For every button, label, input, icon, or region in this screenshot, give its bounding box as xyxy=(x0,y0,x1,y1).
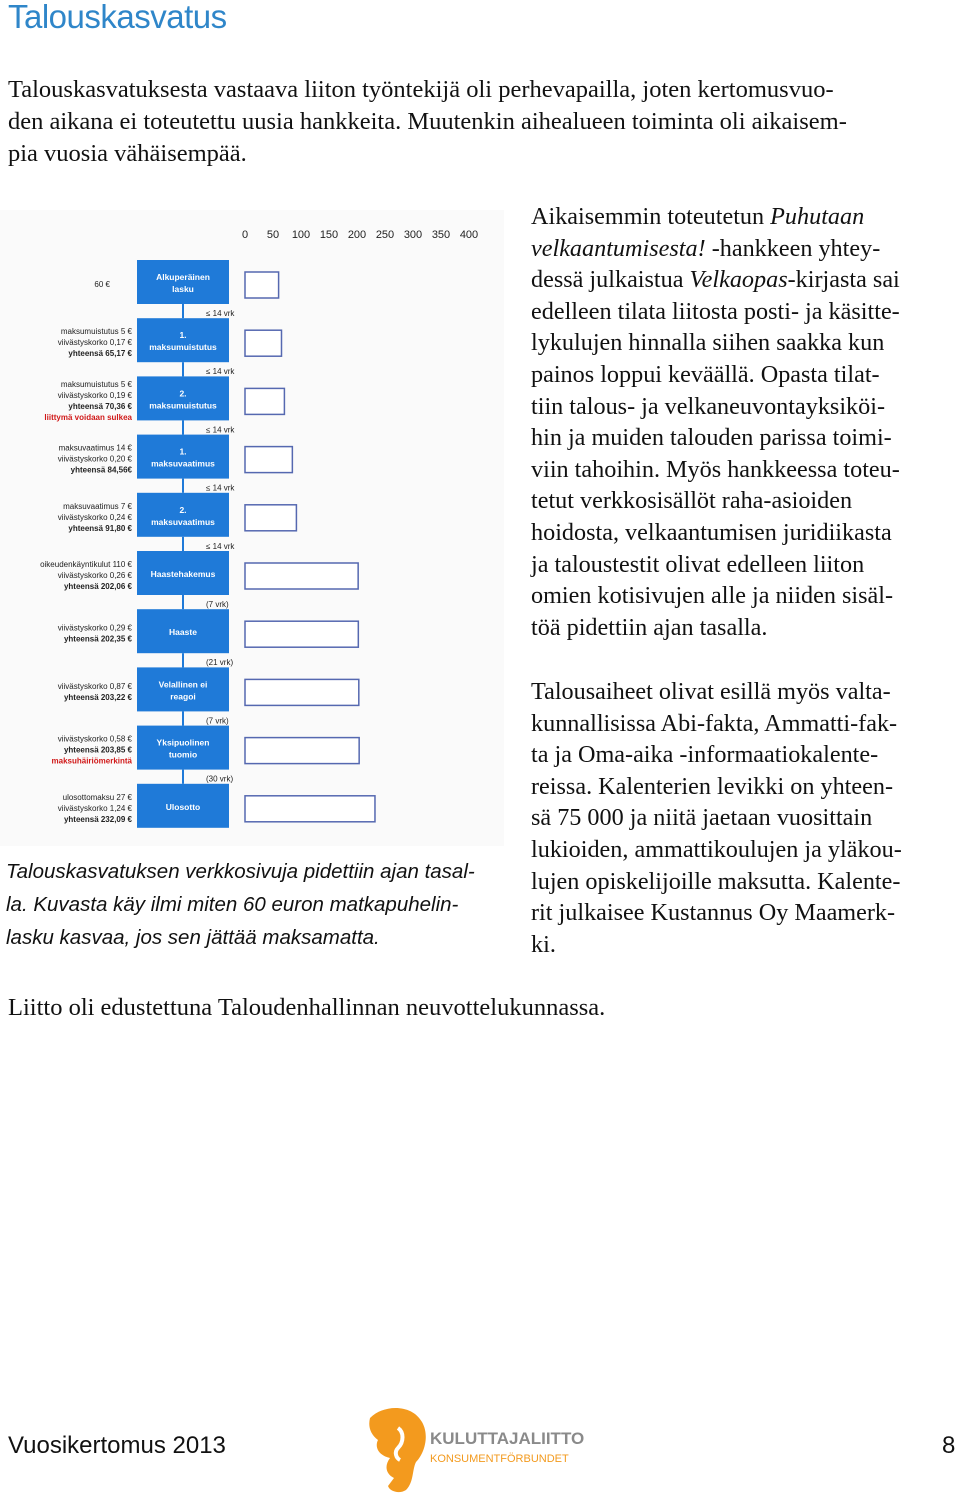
caption-line: lasku kasvaa, jos sen jättää maksamatta. xyxy=(6,926,380,949)
axis-tick-label: 100 xyxy=(291,229,311,241)
paragraph-line: rit julkaisee Kustannus Oy Maamerk- xyxy=(531,899,896,927)
cost-bar xyxy=(245,679,359,705)
interval-label: ≤ 14 vrk xyxy=(206,425,235,435)
axis-tick-label: 0 xyxy=(241,229,249,241)
cost-bar xyxy=(245,272,279,298)
debt-growth-chart xyxy=(0,210,504,846)
cost-bar xyxy=(245,330,281,356)
step-box-label: 1. xyxy=(179,330,187,341)
paragraph-line xyxy=(531,549,956,581)
paragraph-line: lujen opiskelijoille maksutta. Kalente- xyxy=(531,867,901,895)
step-cost-note: viivästyskorko 0,17 € xyxy=(57,338,132,348)
paragraph-line: kunnallisissa Abi-fakta, Ammatti-fak- xyxy=(531,709,898,737)
axis-tick-label: 350 xyxy=(431,229,451,241)
intro-line: Talouskasvatuksesta vastaava liiton työntekijä oli perhevapailla, joten kertomusvuo- xyxy=(8,76,834,103)
kuluttajaliitto-logo xyxy=(364,1400,585,1496)
step-box-label: Haaste xyxy=(169,627,197,638)
step-cost-note: viivästyskorko 0,20 € xyxy=(57,454,132,464)
page-title: Talouskasvatus xyxy=(8,0,227,35)
step-cost-note: yhteensä 202,35 € xyxy=(63,634,132,644)
closing-sentence: Liitto oli edustettuna Taloudenhallinnan neuvottelukunnassa. xyxy=(8,994,606,1021)
text-run: tetut verkkosisällöt raha-asioiden xyxy=(531,487,853,515)
step-box-label: 1. xyxy=(179,446,187,457)
paragraph-line xyxy=(531,391,956,423)
text-run: lykulujen hinnalla siihen saakka kun xyxy=(531,329,885,357)
text-run: dessä julkaistua xyxy=(531,266,690,294)
step-cost-note: viivästyskorko 0,19 € xyxy=(57,390,132,400)
axis-tick-label: 50 xyxy=(266,229,280,241)
step-box-label: maksumuistutus xyxy=(149,400,217,411)
paragraph-line: lukioiden, ammattikoulujen ja yläkou- xyxy=(531,835,902,863)
cost-bar xyxy=(245,796,375,822)
step-cost-note: viivästyskorko 0,29 € xyxy=(57,623,132,633)
step-cost-note: maksumuistutus 5 € xyxy=(60,379,132,389)
interval-label: (7 vrk) xyxy=(206,716,229,726)
figure-caption xyxy=(6,855,501,954)
step-cost-note: maksuvaatimus 14 € xyxy=(58,443,132,453)
italic-title: velkaantumisesta! xyxy=(531,234,706,262)
logo-brand-name: KULUTTAJALIITTO xyxy=(430,1429,585,1448)
paragraph-line xyxy=(531,327,956,359)
logo-graphic xyxy=(364,1400,585,1496)
step-box-label: 2. xyxy=(179,504,187,515)
step-box-label: 2. xyxy=(179,388,187,399)
axis-tick-label: 150 xyxy=(319,229,339,241)
step-box-label: maksuvaatimus xyxy=(151,458,215,469)
step-box-label: reagoi xyxy=(170,691,196,702)
step-cost-note: maksumuistutus 5 € xyxy=(60,327,132,337)
paragraph-line xyxy=(531,454,956,486)
paragraph-line xyxy=(531,517,956,549)
paragraph-line: reissa. Kalenterien levikki on yhteen- xyxy=(531,772,894,800)
step-cost-note: viivästyskorko 1,24 € xyxy=(57,803,132,813)
step-cost-note: viivästyskorko 0,26 € xyxy=(57,571,132,580)
calendar-paragraph xyxy=(531,676,956,960)
axis-tick-label: 400 xyxy=(459,229,479,241)
text-run: viin tahoihin. Myös hankkeessa toteu- xyxy=(531,455,900,483)
step-box-label: Alkuperäinen xyxy=(156,272,210,282)
paragraph-line: Talousaiheet olivat esillä myös valta- xyxy=(531,678,891,705)
cost-bar xyxy=(245,738,359,764)
step-cost-note: yhteensä 203,85 € xyxy=(63,745,132,755)
step-cost-note: viivästyskorko 0,87 € xyxy=(57,681,132,691)
text-run: -hankkeen yhtey- xyxy=(705,234,881,262)
step-cost-note: viivästyskorko 0,24 € xyxy=(57,512,132,522)
caption-line: la. Kuvasta käy ilmi miten 60 euron matkapuhelin- xyxy=(6,893,459,916)
step-cost-note: yhteensä 202,06 € xyxy=(63,582,132,591)
step-box-label: Yksipuolinen xyxy=(156,737,210,748)
interval-label: (21 vrk) xyxy=(206,658,234,668)
step-cost-note: oikeudenkäyntikulut 110 € xyxy=(40,560,132,569)
footer-report-title: Vuosikertomus 2013 xyxy=(8,1432,226,1459)
page-number: 8 xyxy=(942,1432,956,1459)
paragraph-line: ki. xyxy=(531,930,556,958)
step-box-label: Haastehakemus xyxy=(150,569,216,579)
paragraph-line xyxy=(531,580,956,612)
paragraph-line xyxy=(531,233,956,265)
axis-tick-label: 200 xyxy=(347,229,367,241)
step-cost-note: yhteensä 91,80 € xyxy=(68,523,132,533)
step-box-label: tuomio xyxy=(168,749,198,760)
text-run: töä pidettiin ajan tasalla. xyxy=(531,613,768,641)
text-run: painos loppui keväällä. Opasta tilat- xyxy=(531,360,880,388)
cost-bar xyxy=(245,563,358,589)
step-box-label: Ulosotto xyxy=(165,801,201,812)
cost-bar xyxy=(245,505,296,531)
velkaopas-paragraph xyxy=(531,201,956,643)
italic-title: Velkaopas xyxy=(689,266,788,294)
cost-bar xyxy=(245,621,358,647)
text-run: ja taloustestit olivat edelleen liiton xyxy=(531,550,865,578)
step-box xyxy=(137,260,229,304)
interval-label: (7 vrk) xyxy=(206,600,229,609)
step-cost-note: yhteensä 203,22 € xyxy=(63,692,132,702)
text-run: hin ja muiden talouden parissa toimi- xyxy=(531,424,892,452)
paragraph-line: sä 75 000 ja niitä jaetaan vuosittain xyxy=(531,804,873,832)
interval-label: ≤ 14 vrk xyxy=(206,367,235,377)
step-cost-note: maksuvaatimus 7 € xyxy=(63,501,132,511)
axis-tick-label: 250 xyxy=(375,229,395,241)
axis-tick-label: 300 xyxy=(403,229,423,241)
interval-label: (30 vrk) xyxy=(206,774,234,784)
text-run: hoidosta, velkaantumisen juridiikasta xyxy=(531,518,892,546)
text-run: Aikaisemmin toteutetun xyxy=(531,203,771,230)
step-cost-note: ulosottomaksu 27 € xyxy=(62,792,132,802)
paragraph-line xyxy=(531,296,956,328)
cost-bar xyxy=(245,388,284,414)
step-box-label: lasku xyxy=(172,284,194,294)
logo-brand-subtitle: KONSUMENTFÖRBUNDET xyxy=(430,1453,569,1465)
text-run: -kirjasta sai xyxy=(787,266,900,294)
text-run: edelleen tilata liitosta posti- ja käsitte- xyxy=(531,297,900,325)
step-box-label: maksumuistutus xyxy=(149,342,217,353)
step-cost-note: 60 € xyxy=(94,280,110,289)
text-run: omien kotisivujen alle ja niiden sisäl- xyxy=(531,582,894,610)
paragraph-line xyxy=(531,485,956,517)
intro-line: pia vuosia vähäisempää. xyxy=(8,140,247,167)
step-cost-note: viivästyskorko 0,58 € xyxy=(57,734,132,744)
step-cost-note: yhteensä 232,09 € xyxy=(63,814,132,824)
intro-paragraph xyxy=(8,74,948,170)
step-box-label: maksuvaatimus xyxy=(151,516,215,527)
interval-label: ≤ 14 vrk xyxy=(206,483,235,493)
step-cost-note: yhteensä 70,36 € xyxy=(68,401,132,411)
step-cost-note: yhteensä 84,56€ xyxy=(70,465,132,475)
step-cost-note: liittymä voidaan sulkea xyxy=(44,412,132,422)
step-box-label: Velallinen ei xyxy=(158,679,208,690)
cost-bar xyxy=(245,447,292,473)
debt-growth-figure xyxy=(0,210,504,846)
interval-label: ≤ 14 vrk xyxy=(206,309,235,318)
paragraph-line: ta ja Oma-aika -informaatiokalente- xyxy=(531,741,879,769)
paragraph-line xyxy=(531,264,956,296)
step-cost-note: maksuhäiriömerkintä xyxy=(51,756,132,766)
paragraph-line xyxy=(531,359,956,391)
interval-label: ≤ 14 vrk xyxy=(206,541,235,551)
paragraph-line xyxy=(531,612,956,644)
intro-line: den aikana ei toteutettu uusia hankkeita. Muutenkin aihealueen toiminta oli aikaisem- xyxy=(8,108,847,135)
paragraph-line xyxy=(531,201,956,233)
caption-line: Talouskasvatuksen verkkosivuja pidettiin ajan tasal- xyxy=(6,860,475,883)
paragraph-line xyxy=(531,422,956,454)
step-cost-note: yhteensä 65,17 € xyxy=(68,349,132,359)
italic-title: Puhutaan xyxy=(770,203,865,230)
text-run: tiin talous- ja velkaneuvontayksiköi- xyxy=(531,392,886,420)
